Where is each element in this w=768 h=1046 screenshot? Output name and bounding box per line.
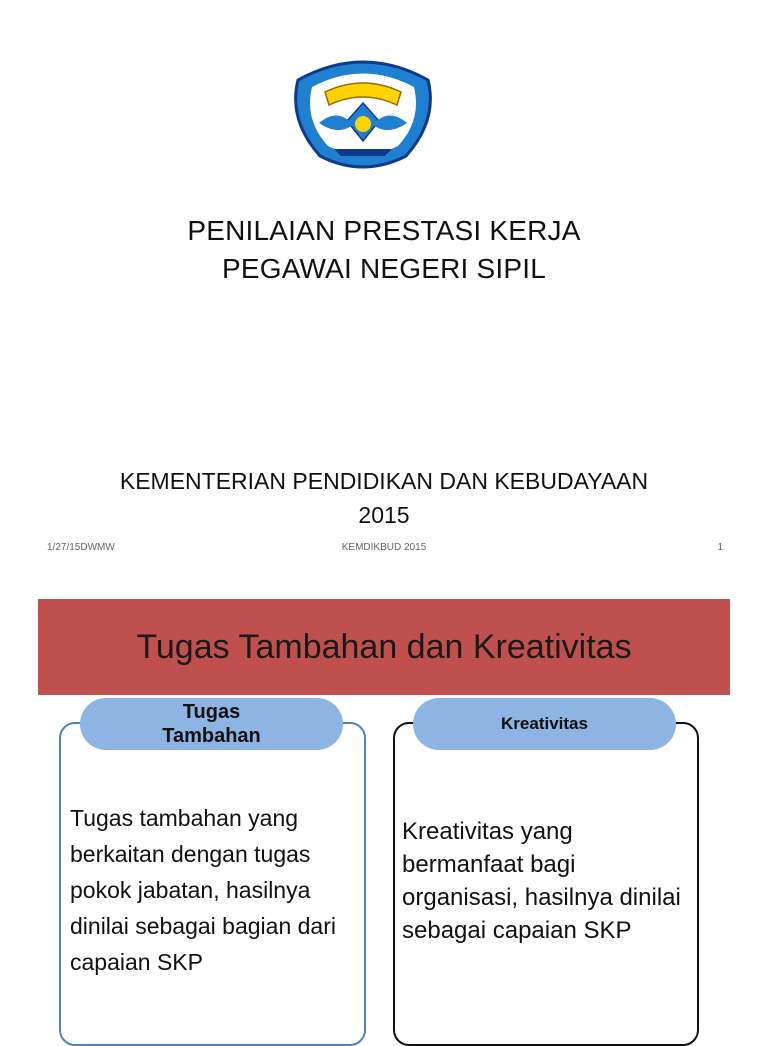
title-line-2: PEGAWAI NEGERI SIPIL xyxy=(221,253,546,284)
footer-page-number: 1 xyxy=(717,542,723,553)
tugas-tambahan-header-line-2: Tambahan xyxy=(162,725,261,747)
tugas-tambahan-header xyxy=(80,698,343,750)
subtitle-line-1: KEMENTERIAN PENDIDIKAN DAN KEBUDAYAAN xyxy=(119,468,649,494)
slide-title xyxy=(0,212,768,288)
footer-date: 1/27/15DWMW xyxy=(47,542,115,553)
slide-2-title-banner xyxy=(38,599,730,695)
kreativitas-header: Kreativitas xyxy=(413,698,676,750)
tugas-tambahan-header-line-1: Tugas xyxy=(182,701,241,723)
subtitle-line-2: 2015 xyxy=(358,502,410,528)
title-line-1: PENILAIAN PRESTASI KERJA xyxy=(187,215,581,246)
kreativitas-description: Kreativitas yang bermanfaat bagi organisasi, hasilnya dinilai sebagai capaian SKP xyxy=(402,818,681,944)
slide-subtitle xyxy=(0,464,768,532)
banner-title: Tugas Tambahan dan Kreativitas xyxy=(136,627,632,666)
tut-wuri-handayani-logo-icon xyxy=(288,50,438,172)
tugas-tambahan-description: Tugas tambahan yang berkaitan dengan tugas pokok jabatan, hasilnya dinilai sebagai bagian dari capaian SKP xyxy=(70,805,336,975)
footer-org: KEMDIKBUD 2015 xyxy=(341,542,427,553)
